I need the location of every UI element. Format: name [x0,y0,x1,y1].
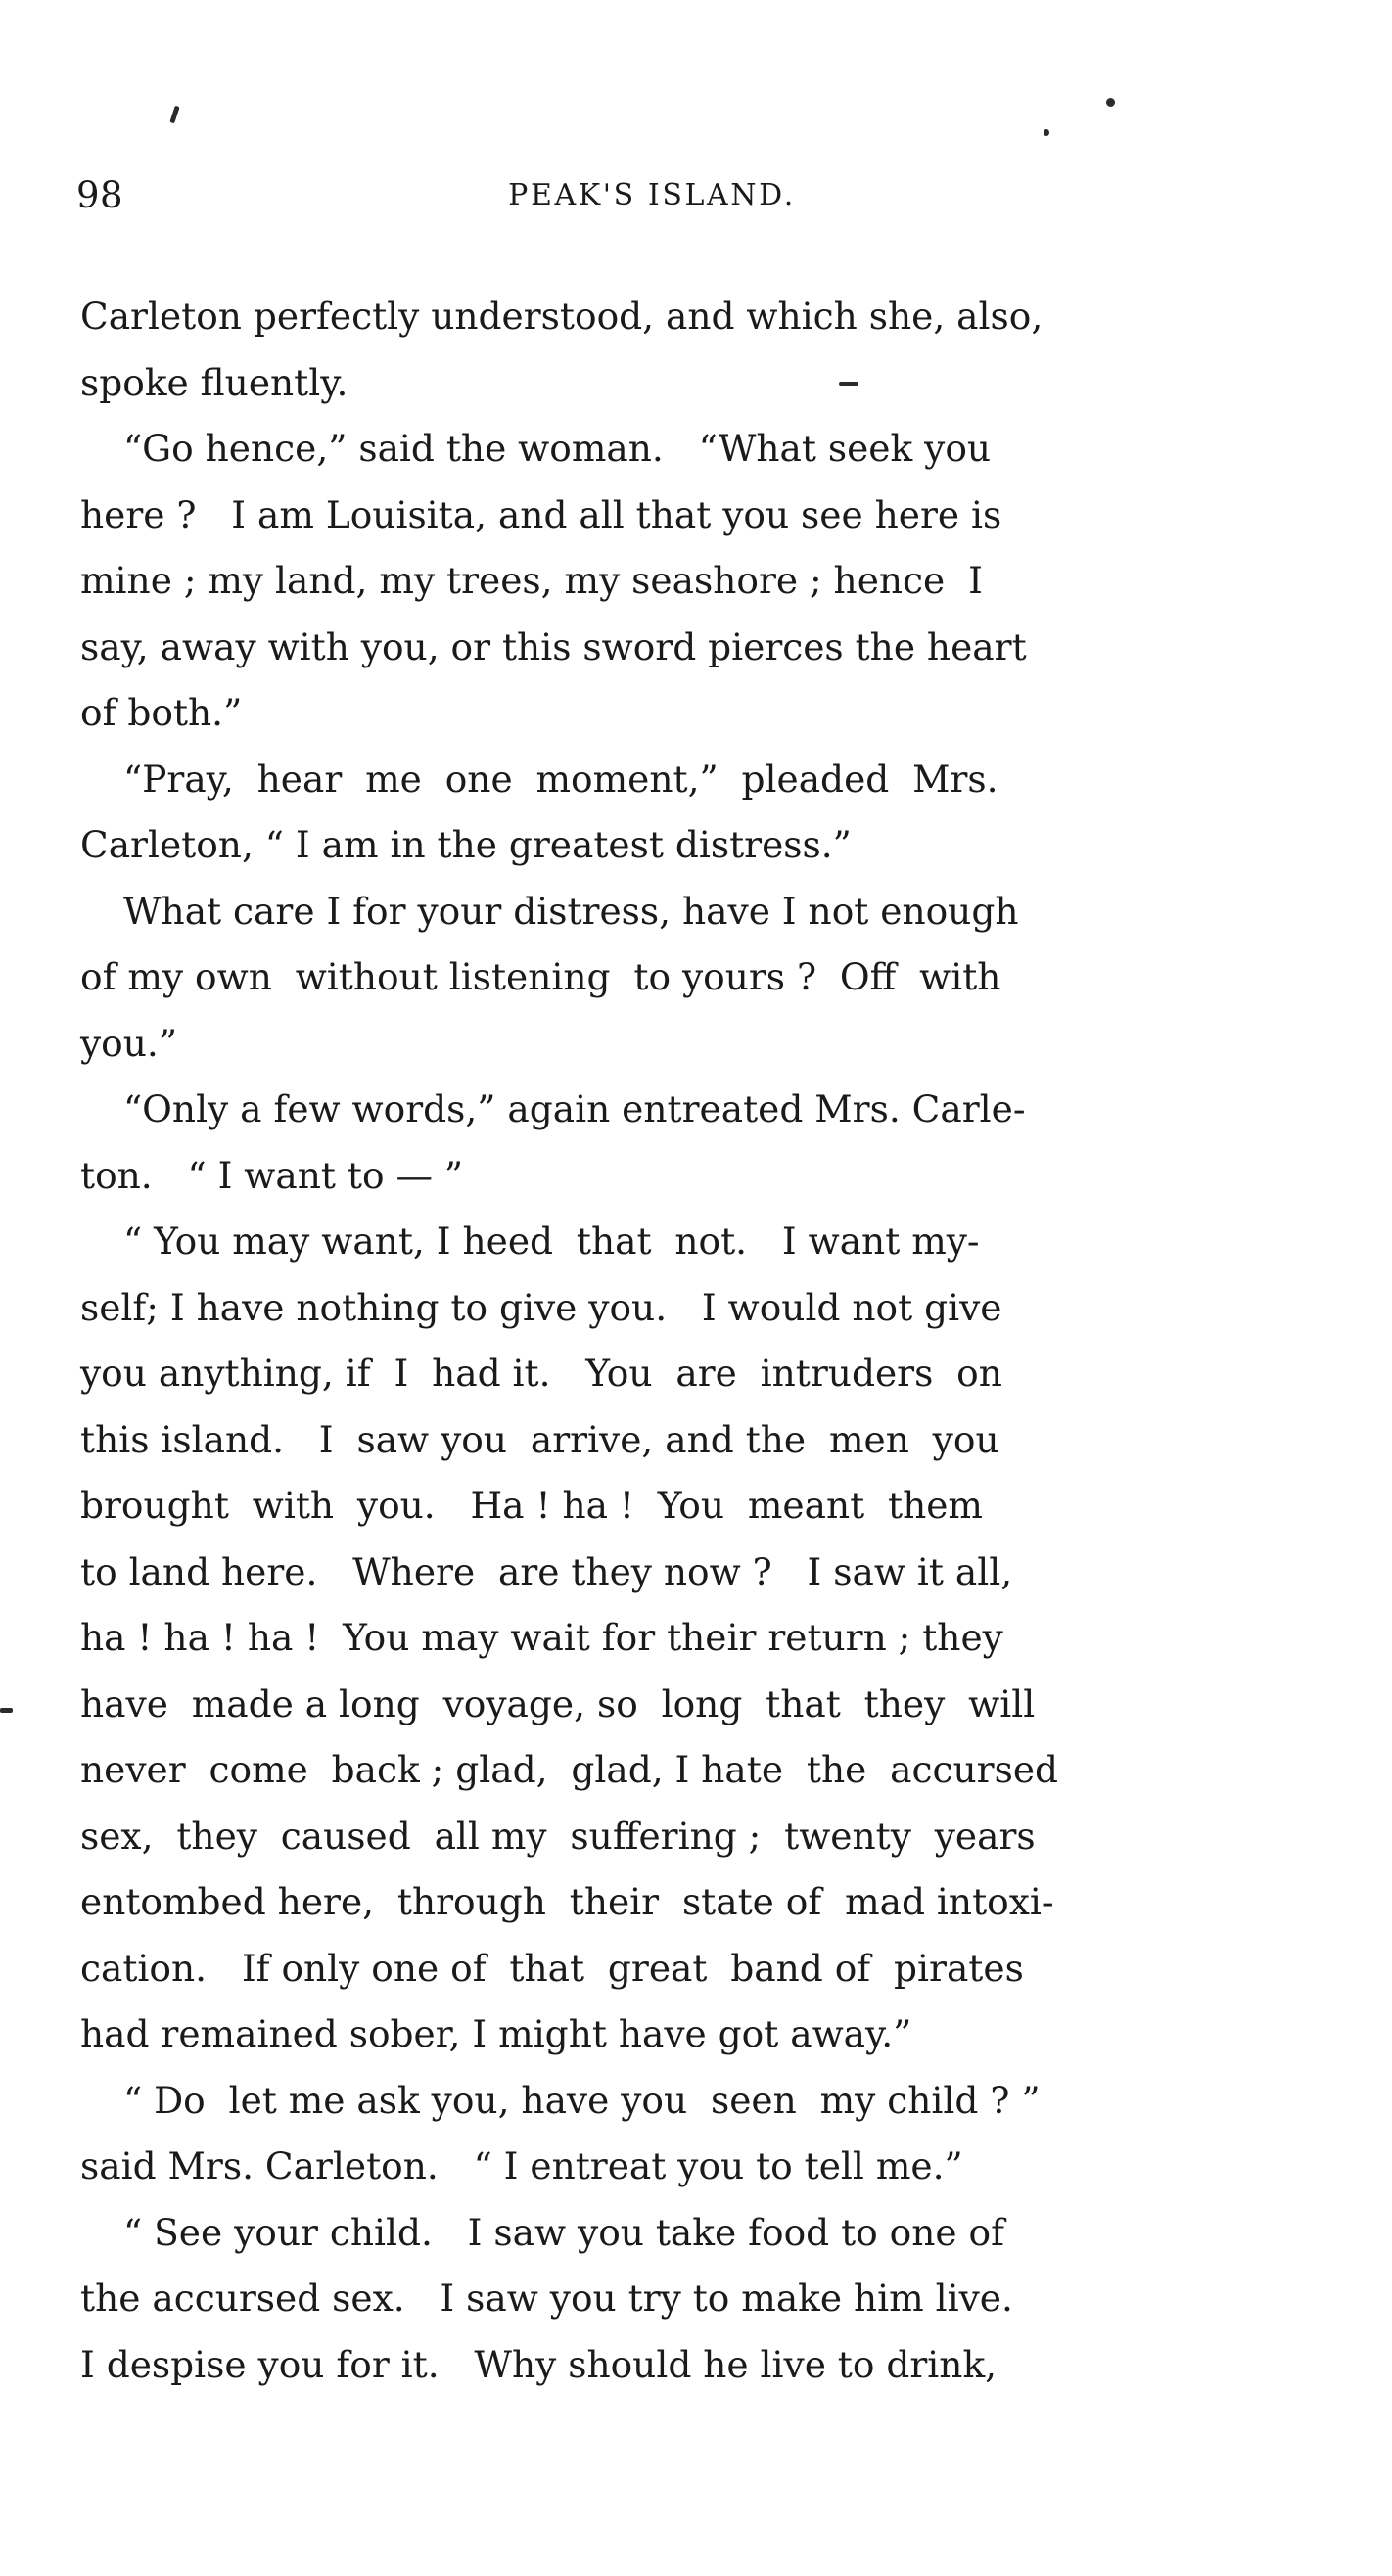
scan-artifact-speck [0,1708,13,1713]
text-line: of both.” [80,691,243,734]
text-line: “ See your child. I saw you take food to one of [123,2210,1004,2254]
text-line: you anything, if I had it. You are intruders on [80,1352,1002,1395]
text-line: this island. I saw you arrive, and the men you [80,1417,999,1461]
text-line: “Go hence,” said the woman. “What seek you [123,427,992,470]
paragraph [80,747,1312,879]
paragraph [80,2200,1312,2399]
text-line: sex, they caused all my suffering ; twenty years [80,1814,1036,1858]
text-line: of my own without listening to yours ? Off with [80,955,1001,998]
text-line: said Mrs. Carleton. “ I entreat you to tell me.” [80,2144,963,2187]
page-number: 98 [76,174,124,216]
text-line: say, away with you, or this sword pierces the heart [80,624,1027,668]
text-line: Carleton perfectly understood, and which she, also, [80,295,1044,338]
text-line: “ You may want, I heed that not. I want my- [123,1219,980,1263]
text-line: “Only a few words,” again entreated Mrs. Carle- [123,1087,1026,1130]
paragraph [80,1209,1312,2068]
text-line: you.” [80,1021,178,1065]
scan-artifact-speck [1044,129,1049,136]
text-line: ton. “ I want to — ” [80,1153,464,1197]
paragraph [80,416,1312,747]
text-line: self; I have nothing to give you. I would not give [80,1285,1002,1329]
text-line: here ? I am Louisita, and all that you see here is [80,492,1002,536]
text-line: “Pray, hear me one moment,” pleaded Mrs. [123,757,998,801]
text-line: mine ; my land, my trees, my seashore ; hence I [80,559,983,602]
running-head: PEAK'S ISLAND. [508,178,796,212]
text-line: never come back ; glad, glad, I hate the accursed [80,1748,1059,1791]
text-line: entombed here, through their state of mad intoxi- [80,1880,1054,1923]
scan-artifact-speck [1106,98,1115,107]
body-text [80,284,1312,2398]
text-line: the accursed sex. I saw you try to make him live. [80,2277,1013,2320]
text-line: had remained sober, I might have got away.” [80,2012,912,2055]
paragraph [80,879,1312,1078]
scan-artifact-speck [169,106,179,124]
text-line: cation. If only one of that great band of pirates [80,1946,1024,1990]
text-line: “ Do let me ask you, have you seen my child ? ” [123,2078,1041,2122]
text-line: brought with you. Ha ! ha ! You meant them [80,1484,983,1527]
page-header [0,174,1392,219]
text-line: spoke fluently. [80,360,348,404]
text-line: I despise you for it. Why should he live to drink, [80,2342,998,2386]
text-line: Carleton, “ I am in the greatest distress.” [80,823,852,866]
paragraph [80,284,1312,416]
paragraph [80,2068,1312,2200]
text-line: to land here. Where are they now ? I saw it all, [80,1549,1013,1593]
text-line: What care I for your distress, have I not enough [123,889,1019,933]
paragraph [80,1077,1312,1209]
text-line: have made a long voyage, so long that they will [80,1681,1036,1725]
text-line: ha ! ha ! ha ! You may wait for their return ; they [80,1616,1003,1659]
